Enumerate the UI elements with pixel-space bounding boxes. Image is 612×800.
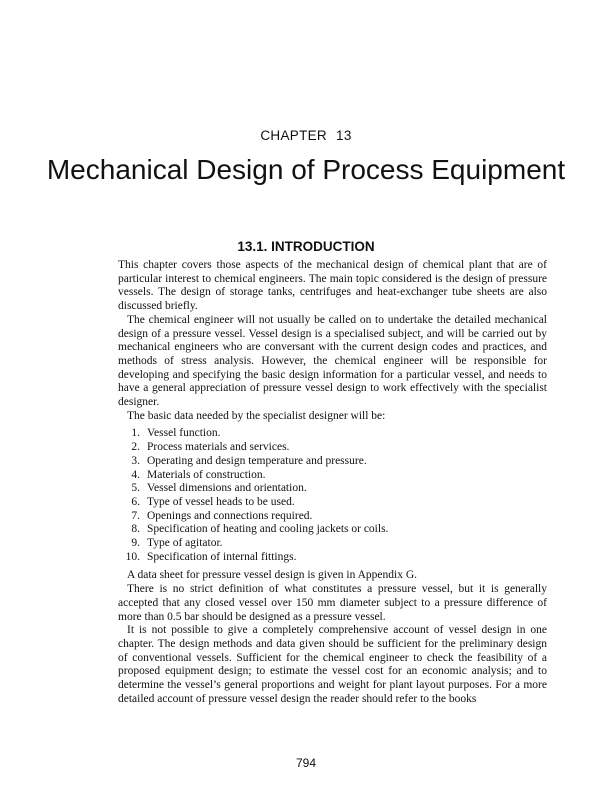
list-item: [118, 455, 547, 469]
chapter-label: CHAPTER 13: [260, 128, 352, 143]
list-item-text: Specification of heating and cooling jackets or coils.: [147, 523, 389, 536]
list-item-text: Specification of internal fittings.: [147, 550, 297, 563]
list-item: [118, 496, 547, 510]
list-item-number: 4.: [131, 468, 140, 481]
list-item: [118, 537, 547, 551]
paragraph: The basic data needed by the specialist designer will be:: [127, 409, 386, 422]
list-item: [118, 469, 547, 483]
paragraph: The chemical engineer will not usually be called on to undertake the detailed mechanical design of a pressure vessel. Vessel design is a specialised subject, and will be carried out by mechanical engineers who are conversant with the current design codes and practices, and methods of stress analysis. However, the chemical engineer will be responsible for developing and specifying the basic design information for a particular vessel, and needs to have a general appreciation of pressure vessel design to work effectively with the specialist designer.: [118, 313, 547, 409]
list-item-text: Vessel dimensions and orientation.: [147, 482, 307, 495]
list-item: [118, 523, 547, 537]
list-item-number: 2.: [131, 441, 140, 454]
list-item: [118, 427, 547, 441]
list-item-number: 6.: [131, 495, 140, 508]
list-item-number: 10.: [125, 550, 140, 563]
list-item-text: Materials of construction.: [147, 468, 266, 481]
list-item-number: 8.: [131, 523, 140, 536]
paragraph: There is no strict definition of what constitutes a pressure vessel, but it is generally accepted that any closed vessel over 150 mm diameter subject to a pressure difference of more than 0.5 bar should be designed as a pressure vessel.: [118, 583, 547, 623]
body-text: [118, 259, 547, 707]
paragraph: This chapter covers those aspects of the mechanical design of chemical plant that are of particular interest to chemical engineers. The main topic considered is the design of pressure vessels. The design of storage tanks, centrifuges and heat-exchanger tube sheets are also discussed briefly.: [118, 259, 547, 313]
list-item-number: 5.: [131, 482, 140, 495]
list-item: [118, 551, 547, 565]
section-heading: 13.1. INTRODUCTION: [237, 239, 375, 254]
list-item-number: 7.: [131, 509, 140, 522]
list-item-text: Vessel function.: [147, 427, 221, 440]
list-item-number: 1.: [131, 427, 140, 440]
list-item-number: 9.: [131, 537, 140, 550]
list-item-text: Type of agitator.: [147, 537, 223, 550]
paragraph: A data sheet for pressure vessel design is given in Appendix G.: [127, 569, 417, 582]
list-item: [118, 441, 547, 455]
list-item: [118, 482, 547, 496]
list-item: [118, 510, 547, 524]
basic-data-list: [118, 427, 547, 564]
list-item-number: 3.: [131, 454, 140, 467]
list-item-text: Openings and connections required.: [147, 509, 313, 522]
list-item-text: Type of vessel heads to be used.: [147, 495, 295, 508]
paragraph: It is not possible to give a completely comprehensive account of vessel design in one chapter. The design methods and data given should be sufficient for the preliminary design of conventional vessels. Sufficient for the chemical engineer to check the feasibility of a proposed equipment design; to estimate the vessel cost for an economic analysis; and to determine the vessel’s general proportions and weight for plant layout purposes. For a more detailed account of pressure vessel design the reader should refer to the books: [118, 624, 547, 705]
list-item-text: Process materials and services.: [147, 441, 290, 454]
list-item-text: Operating and design temperature and pressure.: [147, 454, 367, 467]
page-number: 794: [295, 756, 317, 770]
chapter-title: Mechanical Design of Process Equipment: [46, 154, 566, 185]
